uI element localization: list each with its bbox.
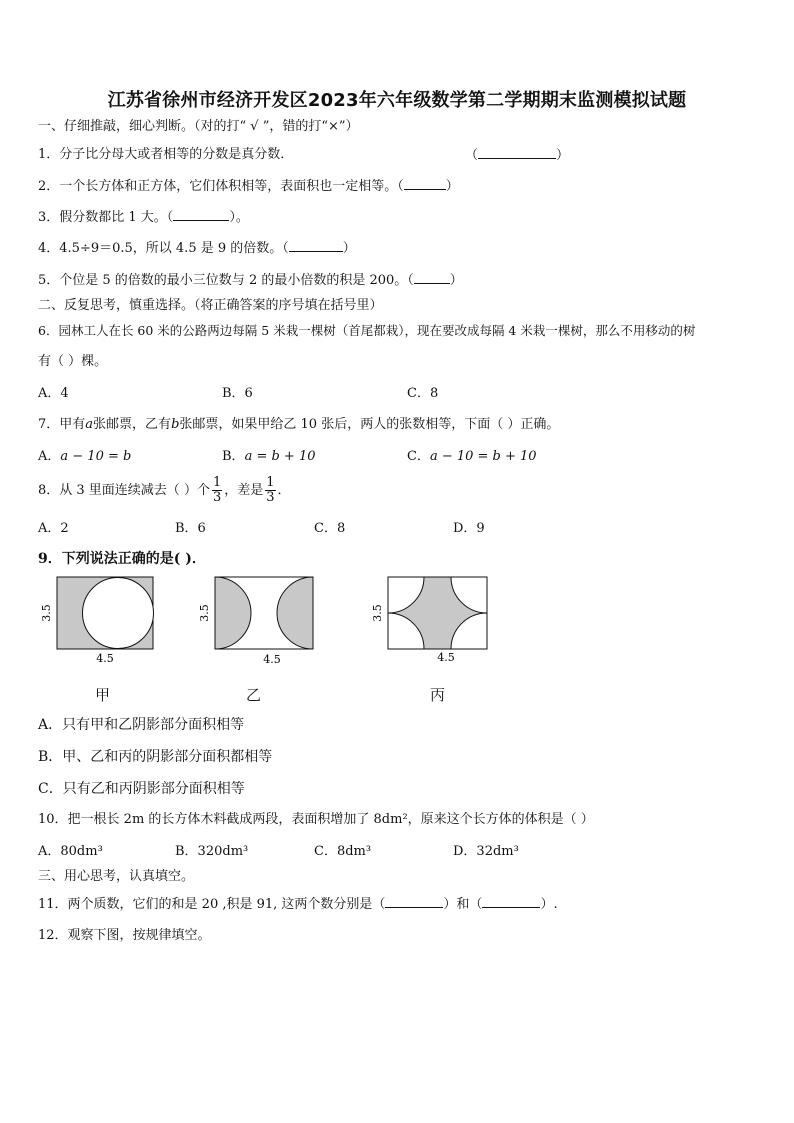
question-7-option-c[interactable] bbox=[407, 448, 537, 466]
question-6-line1: 6．园林工人在长 60 米的公路两边每隔 5 米栽一棵树（首尾都栽），现在要改成每隔 4 米栽一棵树，那么不用移动的树 bbox=[38, 323, 696, 338]
answer-blank[interactable] bbox=[173, 208, 229, 221]
section-2-heading: 二、反复思考，慎重选择。（将正确答案的序号填在括号里） bbox=[38, 298, 383, 313]
question-8-option-b[interactable]: B．6 bbox=[175, 521, 206, 536]
answer-blank[interactable] bbox=[478, 146, 556, 159]
answer-blank-1[interactable] bbox=[385, 895, 443, 908]
question-11-text-3: ）. bbox=[540, 897, 558, 912]
option-expression: a − 10 = b bbox=[60, 449, 132, 464]
option-label: A． bbox=[38, 449, 61, 464]
option-expression: a = b + 10 bbox=[244, 449, 316, 464]
close-paren: ） bbox=[449, 273, 463, 288]
fraction-one-third bbox=[212, 476, 222, 505]
figure-bing bbox=[370, 574, 494, 668]
question-1-answer[interactable] bbox=[465, 146, 569, 165]
answer-blank[interactable] bbox=[414, 271, 450, 284]
question-7-text-3: 张邮票，如果甲给乙 10 张后，两人的张数相等，下面（ ）正确。 bbox=[179, 417, 560, 432]
question-8-text-3: ． bbox=[277, 483, 291, 498]
question-9-option-c[interactable]: C．只有乙和丙阴影部分面积相等 bbox=[38, 781, 245, 797]
answer-blank[interactable] bbox=[289, 239, 343, 252]
variable-b: b bbox=[171, 417, 180, 432]
figure-jia-side-label: 3.5 bbox=[40, 604, 53, 622]
question-7-option-b[interactable] bbox=[222, 448, 316, 466]
fraction-denominator: 3 bbox=[212, 490, 222, 505]
question-8-option-a[interactable]: A．2 bbox=[38, 521, 69, 536]
question-10-option-d[interactable]: D．32dm³ bbox=[453, 844, 519, 859]
question-3 bbox=[38, 208, 249, 227]
figure-bing-side-label: 3.5 bbox=[371, 604, 384, 622]
question-8-option-d[interactable]: D．9 bbox=[453, 521, 485, 536]
close-paren: ） bbox=[445, 179, 459, 194]
question-6-line2: 有（ ）棵。 bbox=[38, 354, 108, 369]
figure-bing-label: 丙 bbox=[430, 686, 446, 704]
question-10-option-a[interactable]: A．80dm³ bbox=[38, 844, 103, 859]
close-paren: ） bbox=[342, 241, 356, 256]
option-expression: a − 10 = b + 10 bbox=[429, 449, 537, 464]
question-10-option-c[interactable]: C．8dm³ bbox=[314, 844, 372, 859]
page-title: 江苏省徐州市经济开发区2023年六年级数学第二学期期末监测模拟试题 bbox=[107, 90, 687, 111]
close-paren: ） bbox=[556, 148, 570, 163]
question-8-text-2: ，差是 bbox=[224, 483, 264, 498]
option-label: C． bbox=[407, 449, 430, 464]
question-1 bbox=[38, 146, 293, 164]
figure-yi-side-label: 3.5 bbox=[198, 604, 211, 622]
question-11-text-2: ）和（ bbox=[443, 897, 483, 912]
question-9: 9．下列说法正确的是( )． bbox=[38, 551, 206, 567]
section-1-heading: 一、仔细推敲，细心判断。（对的打“ √ ”，错的打“×”） bbox=[38, 119, 359, 134]
question-6-option-b[interactable]: B．6 bbox=[222, 386, 253, 401]
question-11 bbox=[38, 895, 558, 914]
question-8-option-c[interactable]: C．8 bbox=[314, 521, 346, 536]
fraction-one-third bbox=[265, 476, 275, 505]
question-4 bbox=[38, 239, 356, 258]
question-6-option-a[interactable]: A．4 bbox=[38, 386, 69, 401]
question-2-text: 2．一个长方体和正方体，它们体积相等，表面积也一定相等。（ bbox=[38, 179, 404, 194]
question-1-text: 1．分子比分母大或者相等的分数是真分数． bbox=[38, 147, 294, 162]
figure-jia-circle bbox=[83, 578, 154, 649]
question-4-text: 4．4.5÷9＝0.5，所以 4.5 是 9 的倍数。（ bbox=[38, 241, 289, 256]
figure-jia-label: 甲 bbox=[95, 686, 111, 704]
figure-bing-bottom-label: 4.5 bbox=[437, 651, 455, 664]
question-5 bbox=[38, 271, 463, 290]
question-7-option-a[interactable] bbox=[38, 448, 131, 466]
question-10-option-b[interactable]: B．320dm³ bbox=[175, 844, 249, 859]
open-paren: （ bbox=[465, 148, 479, 163]
fraction-denominator: 3 bbox=[266, 490, 275, 505]
figure-yi bbox=[196, 574, 320, 668]
section-3-heading: 三、用心思考，认真填空。 bbox=[38, 869, 195, 884]
question-9-option-a[interactable]: A．只有甲和乙阴影部分面积相等 bbox=[38, 717, 245, 733]
answer-blank[interactable] bbox=[404, 177, 446, 190]
fraction-numerator: 1 bbox=[212, 475, 222, 490]
question-9-option-b[interactable]: B．甲、乙和丙的阴影部分面积都相等 bbox=[38, 749, 273, 765]
question-8 bbox=[38, 476, 291, 506]
close-paren: ）。 bbox=[229, 210, 249, 225]
question-12: 12．观察下图，按规律填空。 bbox=[38, 928, 211, 943]
figure-yi-label: 乙 bbox=[246, 686, 262, 704]
question-2 bbox=[38, 177, 459, 196]
question-7 bbox=[38, 416, 559, 434]
question-6-option-c[interactable]: C．8 bbox=[407, 386, 439, 401]
question-8-text-1: 8．从 3 里面连续减去（ ）个 bbox=[38, 483, 210, 498]
figure-jia-bottom-label: 4.5 bbox=[96, 652, 114, 665]
fraction-numerator: 1 bbox=[266, 475, 275, 490]
figure-jia bbox=[38, 574, 158, 666]
question-11-text-1: 11．两个质数，它们的和是 20 ,积是 91, 这两个数分别是（ bbox=[38, 897, 386, 912]
question-5-text: 5．个位是 5 的倍数的最小三位数与 2 的最小倍数的积是 200。（ bbox=[38, 273, 414, 288]
figure-yi-bottom-label: 4.5 bbox=[263, 653, 281, 666]
variable-a: a bbox=[85, 417, 94, 432]
question-10: 10．把一根长 2m 的长方体木料截成两段，表面积增加了 8dm²，原来这个长方体的体积是（ ） bbox=[38, 812, 594, 827]
option-label: B． bbox=[222, 449, 245, 464]
question-3-text: 3．假分数都比 1 大。（ bbox=[38, 210, 174, 225]
question-7-text-1: 7．甲有 bbox=[38, 417, 86, 432]
answer-blank-2[interactable] bbox=[482, 895, 540, 908]
question-7-text-2: 张邮票，乙有 bbox=[93, 417, 172, 432]
